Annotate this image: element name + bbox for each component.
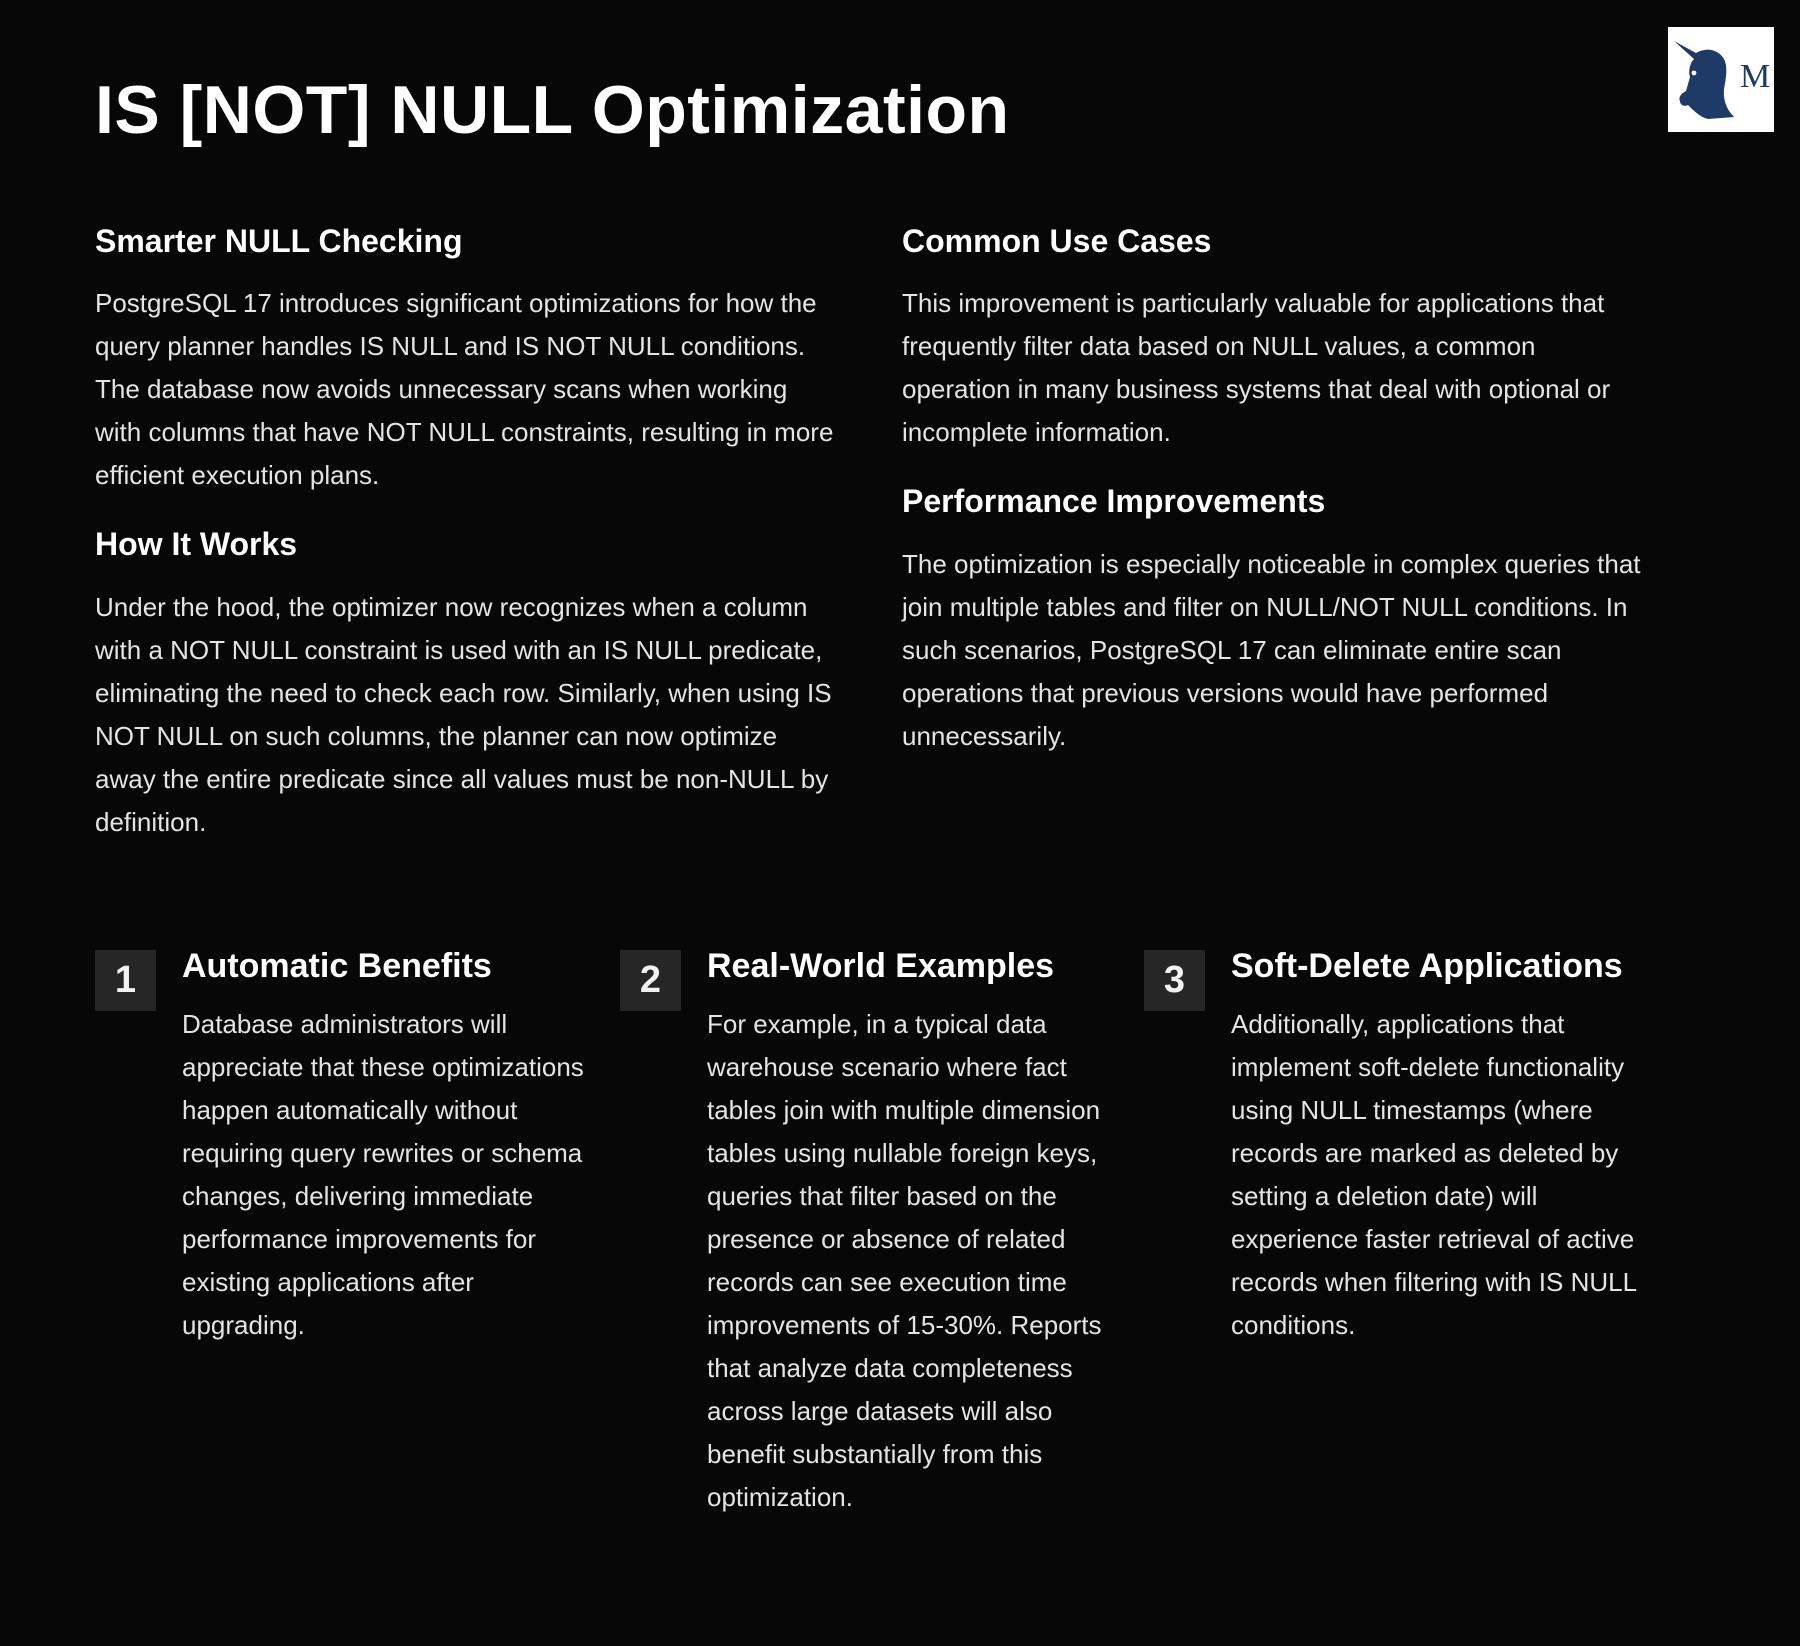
unicorn-head-logo-icon: [1668, 27, 1774, 132]
section-heading-smarter-null-checking: Smarter NULL Checking: [95, 223, 463, 259]
feature-body: Database administrators will appreciate that these optimizations happen automatically without requiring query rewrites or schema changes, delivering immediate performance improvements for existing applications after upgrading.: [182, 1008, 584, 1340]
feature-number-badge: 2: [620, 950, 681, 1011]
feature-number-badge: 3: [1144, 950, 1205, 1011]
slide-title: IS [NOT] NULL Optimization: [95, 72, 1010, 148]
section-body-how-it-works: Under the hood, the optimizer now recognizes when a column with a NOT NULL constraint is used with an IS NULL predicate, eliminating the need to check each row. Similarly, when using IS NOT NULL on such columns, the planner can now optimize away the entire predicate since all values must be non-NULL by definition.: [95, 591, 832, 837]
feature-content: [1231, 947, 1641, 1347]
section-body-performance-improvements: The optimization is especially noticeable in complex queries that join multiple tables and filter on NULL/NOT NULL conditions. In such scenarios, PostgreSQL 17 can eliminate entire scan operations that previous versions would have performed unnecessarily.: [902, 548, 1641, 751]
feature-content: [707, 947, 1117, 1519]
feature-content: [182, 947, 592, 1347]
feature-title: Real-World Examples: [707, 947, 1055, 985]
left-column: [95, 222, 835, 872]
feature-body: Additionally, applications that implement soft-delete functionality using NULL timestamps (where records are marked as deleted by setting a deletion date) will experience faster retrieval of active records when filtering with IS NULL conditions.: [1231, 1008, 1637, 1340]
section-heading-performance-improvements: Performance Improvements: [902, 483, 1326, 520]
feature-title: Automatic Benefits: [182, 947, 492, 985]
section-heading-common-use-cases: Common Use Cases: [902, 223, 1212, 259]
feature-body: For example, in a typical data warehouse scenario where fact tables join with multiple dimension tables using nullable foreign keys, queries that filter based on the presence or absence of related records can see execution time improvements of 15-30%. Reports that analyze data completeness across large datasets will also benefit substantially from this optimization.: [707, 1008, 1102, 1512]
feature-number-badge: 1: [95, 950, 156, 1011]
brand-logo: [1668, 27, 1774, 132]
right-column: [902, 222, 1642, 786]
feature-title: Soft-Delete Applications: [1231, 947, 1623, 985]
logo-letter: M: [1740, 58, 1771, 95]
section-heading-how-it-works: How It Works: [95, 526, 298, 563]
section-body-common-use-cases: This improvement is particularly valuable for applications that frequently filter data based on NULL values, a common operation in many business systems that deal with optional or incomplete information.: [902, 288, 1611, 448]
section-body-smarter-null-checking: PostgreSQL 17 introduces significant optimizations for how the query planner handles IS NULL and IS NOT NULL conditions. The database now avoids unnecessary scans when working with columns that have NOT NULL constraints, resulting in more efficient execution plans.: [95, 288, 834, 491]
